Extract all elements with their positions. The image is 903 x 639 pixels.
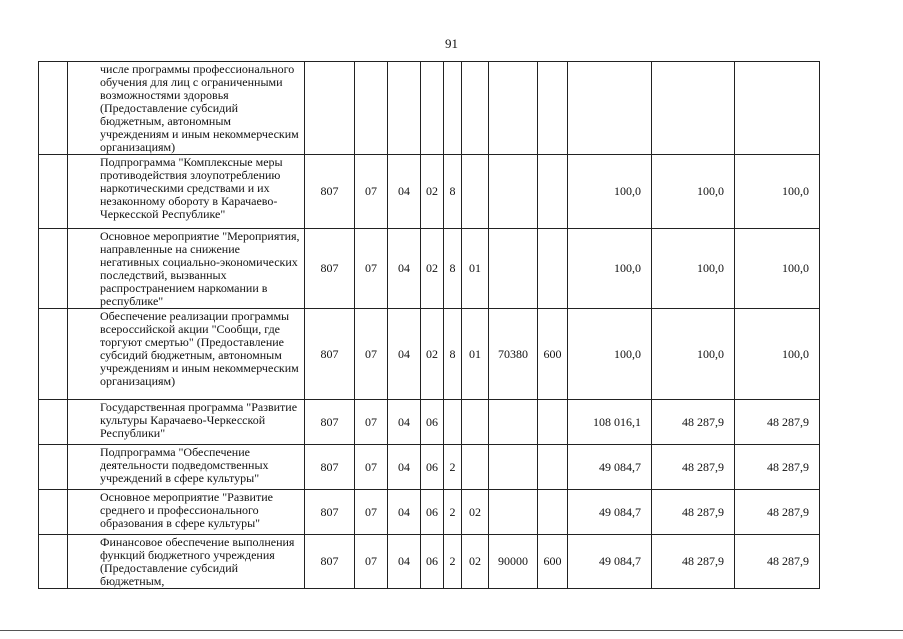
subprogram-code-cell: 8 [444, 155, 462, 229]
section-code-cell: 07 [355, 490, 388, 535]
row-number-cell [39, 62, 68, 155]
amount-year2-cell: 100,0 [652, 309, 735, 400]
dept-code-cell: 807 [305, 490, 355, 535]
description-cell: Подпрограмма "Комплексные меры противодействия злоупотреблению наркотическими средствами и их незаконному обороту в Карачаево-Черкесской Республике" [68, 155, 305, 229]
description-cell: Финансовое обеспечение выполнения функций бюджетного учреждения (Предоставление субсидий бюджетным, [68, 535, 305, 589]
activity-code-cell [462, 445, 489, 490]
subprogram-code-cell [444, 62, 462, 155]
table-row [39, 400, 820, 445]
dept-code-cell: 807 [305, 309, 355, 400]
table-row [39, 155, 820, 229]
table-row [39, 62, 820, 155]
amount-year2-cell: 48 287,9 [652, 535, 735, 589]
expense-type-cell: 600 [538, 309, 568, 400]
table-row [39, 445, 820, 490]
program-code-cell: 06 [421, 445, 444, 490]
subprogram-code-cell [444, 400, 462, 445]
description-cell: Подпрограмма "Обеспечение деятельности подведомственных учреждений в сфере культуры" [68, 445, 305, 490]
activity-code-cell [462, 400, 489, 445]
activity-code-cell: 02 [462, 490, 489, 535]
subsection-code-cell: 04 [388, 309, 421, 400]
row-number-cell [39, 535, 68, 589]
activity-code-cell: 01 [462, 229, 489, 309]
subsection-code-cell: 04 [388, 445, 421, 490]
program-code-cell: 06 [421, 535, 444, 589]
activity-code-cell [462, 62, 489, 155]
program-code-cell: 06 [421, 400, 444, 445]
section-code-cell [355, 62, 388, 155]
amount-year2-cell: 48 287,9 [652, 490, 735, 535]
amount-year1-cell: 100,0 [568, 155, 652, 229]
dept-code-cell: 807 [305, 445, 355, 490]
amount-year2-cell: 100,0 [652, 155, 735, 229]
subsection-code-cell: 04 [388, 400, 421, 445]
amount-year2-cell: 48 287,9 [652, 445, 735, 490]
amount-year1-cell: 49 084,7 [568, 535, 652, 589]
amount-year2-cell: 48 287,9 [652, 400, 735, 445]
amount-year3-cell: 100,0 [735, 229, 820, 309]
amount-year3-cell: 48 287,9 [735, 535, 820, 589]
activity-code-cell [462, 155, 489, 229]
row-number-cell [39, 229, 68, 309]
amount-year2-cell: 100,0 [652, 229, 735, 309]
subsection-code-cell: 04 [388, 229, 421, 309]
section-code-cell: 07 [355, 309, 388, 400]
direction-code-cell [489, 229, 538, 309]
subprogram-code-cell: 8 [444, 309, 462, 400]
amount-year1-cell: 49 084,7 [568, 445, 652, 490]
program-code-cell: 02 [421, 229, 444, 309]
row-number-cell [39, 309, 68, 400]
budget-table-body [39, 62, 820, 589]
description-cell: Основное мероприятие "Развитие среднего и профессионального образования в сфере культуры" [68, 490, 305, 535]
amount-year1-cell: 100,0 [568, 229, 652, 309]
amount-year3-cell: 48 287,9 [735, 400, 820, 445]
dept-code-cell: 807 [305, 155, 355, 229]
amount-year1-cell: 49 084,7 [568, 490, 652, 535]
dept-code-cell: 807 [305, 229, 355, 309]
direction-code-cell [489, 400, 538, 445]
description-cell: Государственная программа "Развитие культуры Карачаево-Черкесской Республики" [68, 400, 305, 445]
section-code-cell: 07 [355, 400, 388, 445]
table-row [39, 490, 820, 535]
section-code-cell: 07 [355, 229, 388, 309]
subsection-code-cell [388, 62, 421, 155]
direction-code-cell [489, 445, 538, 490]
expense-type-cell [538, 445, 568, 490]
amount-year3-cell: 48 287,9 [735, 490, 820, 535]
expense-type-cell [538, 400, 568, 445]
amount-year3-cell [735, 62, 820, 155]
amount-year2-cell [652, 62, 735, 155]
subprogram-code-cell: 2 [444, 445, 462, 490]
direction-code-cell: 70380 [489, 309, 538, 400]
direction-code-cell [489, 155, 538, 229]
subsection-code-cell: 04 [388, 155, 421, 229]
expense-type-cell: 600 [538, 535, 568, 589]
subprogram-code-cell: 8 [444, 229, 462, 309]
description-cell: Обеспечение реализации программы всероссийской акции "Сообщи, где торгуют смертью" (Предоставление субсидий бюджетным, автономным учреждениям и иным некоммерческим организациям) [68, 309, 305, 400]
table-row [39, 535, 820, 589]
section-code-cell: 07 [355, 155, 388, 229]
expense-type-cell [538, 155, 568, 229]
amount-year1-cell: 100,0 [568, 309, 652, 400]
expense-type-cell [538, 490, 568, 535]
program-code-cell: 02 [421, 155, 444, 229]
amount-year3-cell: 100,0 [735, 309, 820, 400]
amount-year3-cell: 48 287,9 [735, 445, 820, 490]
row-number-cell [39, 400, 68, 445]
dept-code-cell [305, 62, 355, 155]
activity-code-cell: 01 [462, 309, 489, 400]
amount-year1-cell [568, 62, 652, 155]
expense-type-cell [538, 229, 568, 309]
program-code-cell [421, 62, 444, 155]
page-number: 91 [445, 36, 458, 51]
activity-code-cell: 02 [462, 535, 489, 589]
section-code-cell: 07 [355, 445, 388, 490]
direction-code-cell [489, 490, 538, 535]
subsection-code-cell: 04 [388, 535, 421, 589]
program-code-cell: 06 [421, 490, 444, 535]
amount-year1-cell: 108 016,1 [568, 400, 652, 445]
budget-table [38, 61, 820, 589]
bottom-rule [0, 630, 903, 631]
row-number-cell [39, 445, 68, 490]
table-row [39, 309, 820, 400]
subprogram-code-cell: 2 [444, 535, 462, 589]
subsection-code-cell: 04 [388, 490, 421, 535]
direction-code-cell [489, 62, 538, 155]
expense-type-cell [538, 62, 568, 155]
description-cell: Основное мероприятие "Мероприятия, направленные на снижение негативных социально-экономических последствий, вызванных распространением наркомании в республике" [68, 229, 305, 309]
table-row [39, 229, 820, 309]
direction-code-cell: 90000 [489, 535, 538, 589]
description-cell: числе программы профессионального обучения для лиц с ограниченными возможностями здоровья (Предоставление субсидий бюджетным, автономным учреждениям и иным некоммерческим организациям) [68, 62, 305, 155]
subprogram-code-cell: 2 [444, 490, 462, 535]
row-number-cell [39, 490, 68, 535]
row-number-cell [39, 155, 68, 229]
section-code-cell: 07 [355, 535, 388, 589]
dept-code-cell: 807 [305, 400, 355, 445]
amount-year3-cell: 100,0 [735, 155, 820, 229]
program-code-cell: 02 [421, 309, 444, 400]
dept-code-cell: 807 [305, 535, 355, 589]
